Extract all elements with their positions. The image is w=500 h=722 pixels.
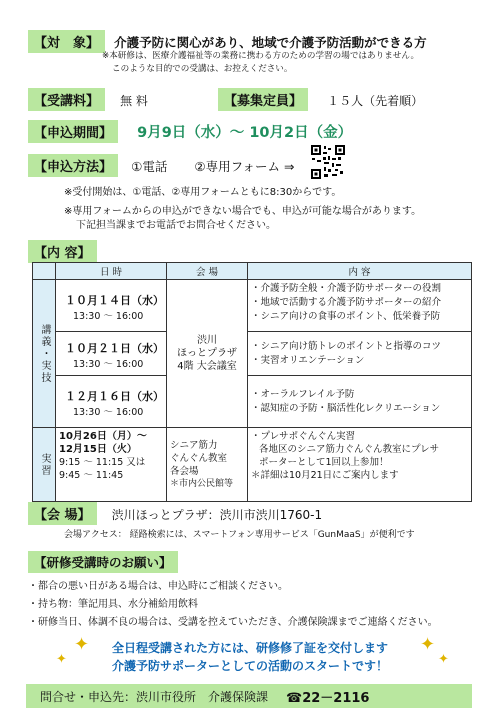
method-section [28,154,294,177]
practice-time: 9:15 ～ 11:15 又は [59,457,146,468]
table-row [33,332,472,376]
method-note-2: ※専用フォームからの申込ができない場合でも、申込が可能な場合があります。 [64,206,422,217]
table-header-row [33,263,472,280]
session-time: 13:30 ～ 16:00 [73,407,144,418]
venue-line: 渋川 [197,335,217,346]
location-value: 渋川ほっとプラザ：渋川市渋川1760-1 [111,508,323,522]
table-row [33,280,472,332]
content-label: 【内 容】 [28,240,97,263]
closing-line: 全日程受講された方には、研修修了証を交付します [111,641,388,655]
session-date: １０月１４日（水） [65,294,164,307]
content-cell [248,332,472,376]
lecture-venue [167,280,248,428]
practice-venue [167,428,248,502]
date-cell [56,376,167,428]
practice-content [248,428,472,502]
period-label: 【申込期間】 [28,120,118,143]
method-form: ②専用フォーム ⇒ [194,159,295,174]
capacity-value: １５人（先着順） [327,94,424,108]
sparkle-icon: ✦ [56,652,67,667]
date-cell [56,332,167,376]
requests-list [28,578,488,632]
contact-phone[interactable]: ☎22－2116 [286,690,370,706]
method-phone: ①電話 [131,159,168,174]
header-venue: 会 場 [167,263,248,280]
session-date: １０月２１日（水） [65,342,164,355]
method-label: 【申込方法】 [28,154,118,177]
closing-line: 介護予防サポーターとしての活動のスタートです！ [111,659,388,673]
content-section [28,240,97,263]
header-content: 内 容 [248,263,472,280]
practice-date: 10月26日（月）～ [59,431,147,442]
header-date: 日 時 [56,263,167,280]
session-date: １２月１６日（水） [65,390,164,403]
sparkle-icon: ✦ [74,634,90,655]
session-time: 13:30 ～ 16:00 [73,359,144,370]
period-section [28,120,352,143]
requests-label: 【研修受講時のお願い】 [28,551,178,573]
content-cell [248,376,472,428]
contact-bar [26,684,472,708]
method-note-1: ※受付開始は、①電話、②専用フォームともに8:30からです。 [64,187,342,198]
content-item: ・認知症の予防・脳活性化レクリエーション [251,402,441,414]
venue-line: ほっとプラザ [177,348,237,359]
practice-time: 9:45 ～ 11:45 [59,470,124,481]
lecture-label: 講義・実技 [33,280,56,428]
qr-code-icon[interactable] [310,144,346,180]
venue-line: ＊市内公民館等 [170,478,234,489]
table-row [33,376,472,428]
capacity-label: 【募集定員】 [218,88,308,111]
requests-section [28,551,178,573]
venue-line: シニア筋力 [170,439,218,451]
closing-message [0,639,500,675]
target-text: 介護予防に関心があり、地域で介護予防活動ができる方 [114,35,427,50]
request-item: ・都合の悪い日がある場合は、申込時にご相談ください。 [28,581,288,592]
fee-label: 【受講料】 [28,88,105,111]
table-row [33,428,472,502]
content-item: ・介護予防全般・介護予防サポーターの役割 [251,283,442,294]
content-item: ・プレサポぐんぐん実習 [251,431,356,442]
content-item: ・地域で活動する介護予防サポーターの紹介 [251,297,442,308]
fee-value: 無 料 [120,94,148,108]
content-item: ポーターとして1回以上参加！ [259,457,389,468]
capacity-section [218,88,423,111]
content-item: ＊詳細は10月21日にご案内します [251,470,399,481]
schedule-table [32,262,472,502]
period-value: 9月9日（水）～ 10月2日（金） [137,125,353,141]
venue-line: ぐんぐん教室 [170,452,228,464]
venue-line: 各会場 [170,465,199,477]
practice-date: 12月15日（火） [59,444,137,455]
sparkle-icon: ✦ [420,634,436,655]
venue-line: 4階 大会議室 [177,361,237,372]
fee-section [28,88,148,111]
content-item: ・シニア向けの食事のポイント、低栄養予防 [251,311,441,322]
location-label: 【会 場】 [28,502,97,525]
target-label: 【対 象】 [28,30,105,53]
sparkle-icon: ✦ [438,652,449,667]
practice-label: 実習 [33,428,56,502]
content-item: ・シニア向け筋トレのポイントと指導のコツ [251,340,442,352]
practice-date-cell [56,428,167,502]
contact-text: 問合せ・申込先：渋川市役所 介護保険課 [40,689,269,704]
location-access: 会場アクセス： 経路検索には、スマートフォン専用サービス「GunMaaS」が便利です [64,530,415,540]
target-note-2: このような目的での受講は、お控えください。 [112,64,293,74]
target-note-1: ※本研修は、医療介護福祉等の業務に携わる方のための学習の場ではありません。 [102,51,420,61]
table-corner [33,263,56,280]
session-time: 13:30 ～ 16:00 [73,311,144,322]
content-cell [248,280,472,332]
date-cell [56,280,167,332]
content-item: ・オーラルフレイル予防 [251,388,355,400]
content-item: 各地区のシニア筋力ぐんぐん教室にプレサ [259,444,440,455]
method-note-3: 下記担当課までお電話でお問合せください。 [76,220,276,231]
content-item: ・実習オリエンテーション [251,354,365,366]
request-item: ・研修当日、体調不良の場合は、受講を控えていただき、介護保険課までご連絡ください。 [28,617,438,628]
location-section [28,502,322,525]
request-item: ・持ち物：筆記用具、水分補給用飲料 [28,599,198,610]
